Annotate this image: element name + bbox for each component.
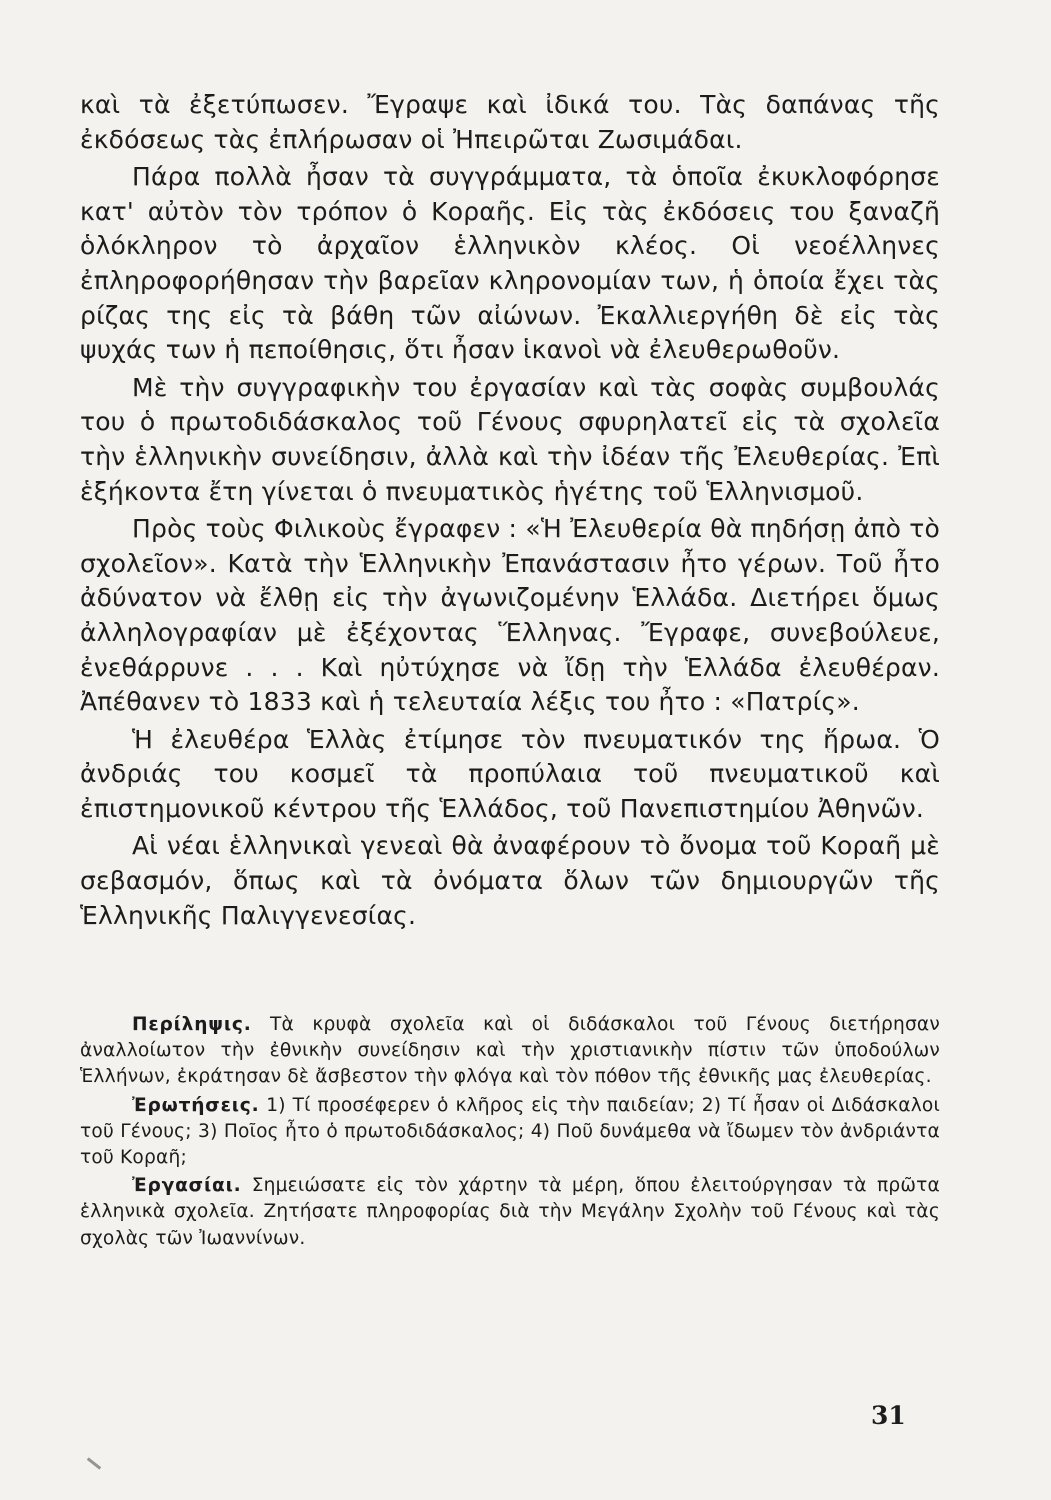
- paragraph: Πάρα πολλὰ ἦσαν τὰ συγγράμματα, τὰ ὁποῖα ἐκυκλοφόρησε κατ' αὐτὸν τὸν τρόπον ὁ Κοραῆς. Εἰς τὰς ἐκδόσεις του ξαναζῆ ὁλόκληρον τὸ ἀρχαῖον ἑλληνικὸν κλέος. Οἱ νεοέλληνες ἐπληροφορήθησαν τὴν βαρεῖαν κληρονομίαν των, ἡ ὁποία ἔχει τὰς ρίζας της εἰς τὰ βάθη τῶν αἰώνων. Ἐκαλλιεργήθη δὲ εἰς τὰς ψυχάς των ἡ πεποίθησις, ὅτι ἦσαν ἱκανοὶ νὰ ἐλευθερωθοῦν.: [80, 162, 940, 365]
- summary-label: Περίληψις.: [132, 1014, 252, 1035]
- summary-paragraph: [80, 1012, 940, 1091]
- tasks-text: Σημειώσατε εἰς τὸν χάρτην τὰ μέρη, ὅπου ἐλειτούργησαν τὰ πρῶτα ἑλληνικὰ σχολεῖα. Ζητήσατε πληροφορίας διὰ τὴν Μεγάλην Σχολὴν τοῦ Γένους καὶ τὰς σχολὰς τῶν Ἰωαννίνων.: [80, 1175, 940, 1249]
- tasks-label: Ἐργασίαι.: [132, 1175, 242, 1197]
- paragraph: Μὲ τὴν συγγραφικὴν του ἐργασίαν καὶ τὰς σοφὰς συμβουλάς του ὁ πρωτοδιδάσκαλος τοῦ Γένους σφυρηλατεῖ εἰς τὰ σχολεῖα τὴν ἑλληνικὴν συνείδησιν, ἀλλὰ καὶ τὴν ἰδέαν τῆς Ἐλευθερίας. Ἐπὶ ἑξήκοντα ἔτη γίνεται ὁ πνευματικὸς ἡγέτης τοῦ Ἑλληνισμοῦ.: [80, 372, 940, 506]
- questions-paragraph: [80, 1093, 940, 1172]
- questions-text: 1) Τί προσέφερεν ὁ κλῆρος εἰς τὴν παιδείαν; 2) Τί ἦσαν οἱ Διδάσκαλοι τοῦ Γένους; 3) Ποῖος ἦτο ὁ πρωτοδιδάσκαλος; 4) Ποῦ δυνάμεθα νὰ ἴδωμεν τὸν ἀνδριάντα τοῦ Κοραῆ;: [80, 1094, 940, 1169]
- tasks-paragraph: [80, 1173, 940, 1252]
- paragraph: Ἡ ἐλευθέρα Ἑλλὰς ἐτίμησε τὸν πνευματικόν της ἥρωα. Ὁ ἀνδριάς του κοσμεῖ τὰ προπύλαια τοῦ πνευματικοῦ καὶ ἐπιστημονικοῦ κέντρου τῆς Ἑλλάδος, τοῦ Πανεπιστημίου Ἀθηνῶν.: [80, 724, 940, 823]
- questions-label: Ἐρωτήσεις.: [132, 1094, 260, 1116]
- exercise-section: [80, 1012, 940, 1252]
- paragraph: Πρὸς τοὺς Φιλικοὺς ἔγραφεν : «Ἡ Ἐλευθερία θὰ πηδήσῃ ἀπὸ τὸ σχολεῖον». Κατὰ τὴν Ἑλληνικὴν Ἐπανάστασιν ἦτο γέρων. Τοῦ ἦτο ἀδύνατον νὰ ἔλθῃ εἰς τὴν ἀγωνιζομένην Ἑλλάδα. Διετήρει ὅμως ἀλληλογραφίαν μὲ ἐξέχοντας Ἕλληνας. Ἔγραφε, συνεβούλευε, ἐνεθάρρυνε . . . Καὶ ηὐτύχησε νὰ ἴδῃ τὴν Ἑλλάδα ἐλευθέραν. Ἀπέθανεν τὸ 1833 καὶ ἡ τελευταία λέξις του ἦτο : «Πατρίς».: [80, 514, 940, 717]
- paragraph: Αἱ νέαι ἑλληνικαὶ γενεαὶ θὰ ἀναφέρουν τὸ ὄνομα τοῦ Κοραῆ μὲ σεβασμόν, ὅπως καὶ τὰ ὀνόματα ὅλων τῶν δημιουργῶν τῆς Ἑλληνικῆς Παλιγγενεσίας.: [80, 831, 940, 930]
- paragraph: καὶ τὰ ἐξετύπωσεν. Ἔγραψε καὶ ἰδικά του. Τὰς δαπάνας τῆς ἐκδόσεως τὰς ἐπλήρωσαν οἱ Ἠπειρῶται Ζωσιμάδαι.: [80, 90, 940, 154]
- summary-text: Τὰ κρυφὰ σχολεῖα καὶ οἱ διδάσκαλοι τοῦ Γένους διετήρησαν ἀναλλοίωτον τὴν ἐθνικὴν συνείδησιν καὶ τὴν χριστιανικὴν πίστιν τῶν ὑποδούλων Ἑλλήνων, ἐκράτησαν δὲ ἄσβεστον τὴν φλόγα καὶ τὸν πόθον τῆς ἐθνικῆς μας ἐλευθερίας.: [80, 1014, 940, 1088]
- ink-mark: [87, 1457, 101, 1469]
- page-number: 31: [871, 1401, 906, 1430]
- main-text: [80, 88, 940, 933]
